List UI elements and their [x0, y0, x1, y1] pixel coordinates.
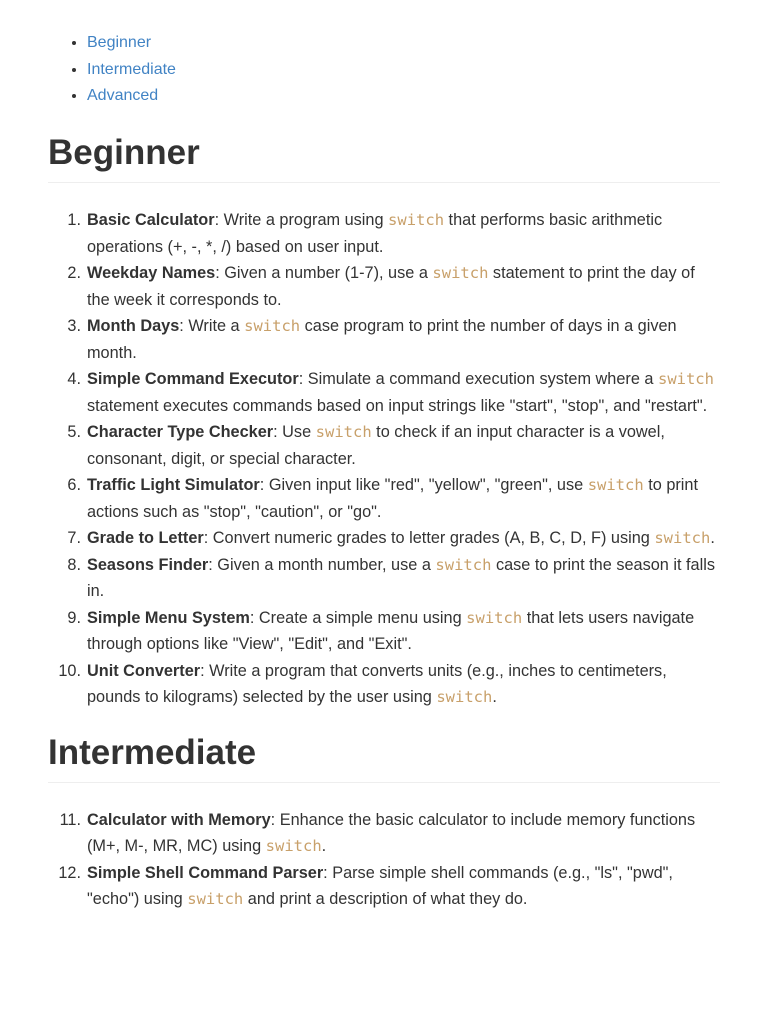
item-text: . [710, 529, 715, 548]
list-item [67, 366, 720, 419]
list-item [67, 605, 720, 658]
item-title: Simple Shell Command Parser [87, 863, 324, 882]
inline-code: switch [432, 264, 489, 283]
inline-code: switch [436, 688, 493, 707]
item-text: : Write a program that converts units (e.g., inches to centimeters, pounds to kilograms) selected by the user using [87, 661, 667, 707]
list-item [67, 207, 720, 260]
toc-item-intermediate [87, 57, 720, 84]
item-text: to print actions such as "stop", "caution", or "go". [87, 476, 698, 521]
item-number: 2. [67, 264, 81, 283]
item-number: 5. [67, 423, 81, 442]
item-text: : Use [273, 423, 316, 442]
list-item [67, 525, 720, 552]
toc-link-intermediate[interactable]: Intermediate [87, 60, 176, 78]
section-heading-intermediate: Intermediate [48, 731, 720, 783]
inline-code: switch [244, 317, 301, 336]
item-text: that lets users navigate through options like "View", "Edit", and "Exit". [87, 608, 695, 654]
list-item [67, 552, 720, 605]
item-text: : Create a simple menu using [249, 608, 467, 627]
item-text: : Given input like "red", "yellow", "green", use [259, 476, 588, 495]
item-text: : Given a number (1-7), use a [215, 264, 433, 283]
item-title: Unit Converter [87, 661, 201, 680]
list-item [58, 860, 720, 913]
list-item [67, 472, 720, 525]
item-text: : Write a [179, 317, 245, 336]
item-text: : Given a month number, use a [208, 555, 436, 574]
inline-code: switch [388, 211, 445, 230]
item-title: Simple Menu System [87, 608, 250, 627]
list-item [58, 658, 720, 711]
item-number: 7. [67, 529, 81, 548]
item-number: 11. [59, 810, 81, 829]
item-number: 3. [67, 317, 81, 336]
item-text: to check if an input character is a vowel, consonant, digit, or special character. [87, 423, 665, 468]
toc-item-advanced [87, 83, 720, 110]
item-title: Character Type Checker [87, 423, 274, 442]
item-text: : Parse simple shell commands (e.g., "ls", "pwd", "echo") using [87, 863, 673, 909]
item-text: statement executes commands based on input strings like "start", "stop", and "restart". [87, 396, 708, 415]
list-item [59, 807, 720, 860]
inline-code: switch [657, 370, 714, 389]
inline-code: switch [187, 890, 244, 909]
item-number: 1. [67, 211, 81, 230]
toc-link-advanced[interactable]: Advanced [87, 87, 159, 105]
list-item [67, 419, 720, 472]
item-text: that performs basic arithmetic operations (+, -, *, /) based on user input. [87, 211, 663, 256]
item-title: Month Days [87, 317, 180, 336]
item-text: case program to print the number of days in a given month. [87, 317, 677, 362]
inline-code: switch [654, 529, 711, 548]
list-item [67, 313, 720, 366]
item-text: : Convert numeric grades to letter grades (A, B, C, D, F) using [203, 529, 655, 548]
item-title: Weekday Names [87, 264, 216, 283]
item-title: Seasons Finder [87, 555, 209, 574]
item-title: Basic Calculator [87, 211, 215, 230]
item-number: 10. [58, 661, 81, 680]
item-text: and print a description of what they do. [243, 890, 528, 909]
item-number: 4. [67, 370, 81, 389]
item-text: . [492, 688, 497, 707]
item-title: Simple Command Executor [87, 370, 299, 389]
item-text: : Simulate a command execution system where a [298, 370, 658, 389]
toc-link-beginner[interactable]: Beginner [87, 34, 152, 51]
inline-code: switch [265, 837, 322, 856]
item-number: 9. [67, 608, 81, 627]
item-number: 6. [67, 476, 81, 495]
item-text: : Write a program using [214, 211, 389, 230]
item-number: 8. [67, 555, 81, 574]
inline-code: switch [315, 423, 372, 442]
section-heading-beginner: Beginner [48, 131, 720, 183]
item-title: Traffic Light Simulator [87, 476, 260, 495]
inline-code: switch [466, 608, 523, 627]
item-title: Calculator with Memory [87, 810, 271, 829]
item-text: . [321, 837, 327, 856]
item-text: case to print the season it falls in. [87, 555, 715, 601]
item-text: statement to print the day of the week it corresponds to. [87, 264, 695, 309]
table-of-contents [48, 30, 720, 110]
item-text: : Enhance the basic calculator to include memory functions (M+, M-, MR, MC) using [87, 810, 696, 856]
list-item [67, 260, 720, 313]
item-title: Grade to Letter [87, 529, 204, 548]
inline-code: switch [587, 476, 644, 495]
toc-item-beginner [87, 30, 720, 57]
intermediate-task-list [48, 807, 720, 913]
inline-code: switch [435, 555, 492, 574]
beginner-task-list [48, 207, 720, 711]
item-number: 12. [58, 863, 81, 882]
